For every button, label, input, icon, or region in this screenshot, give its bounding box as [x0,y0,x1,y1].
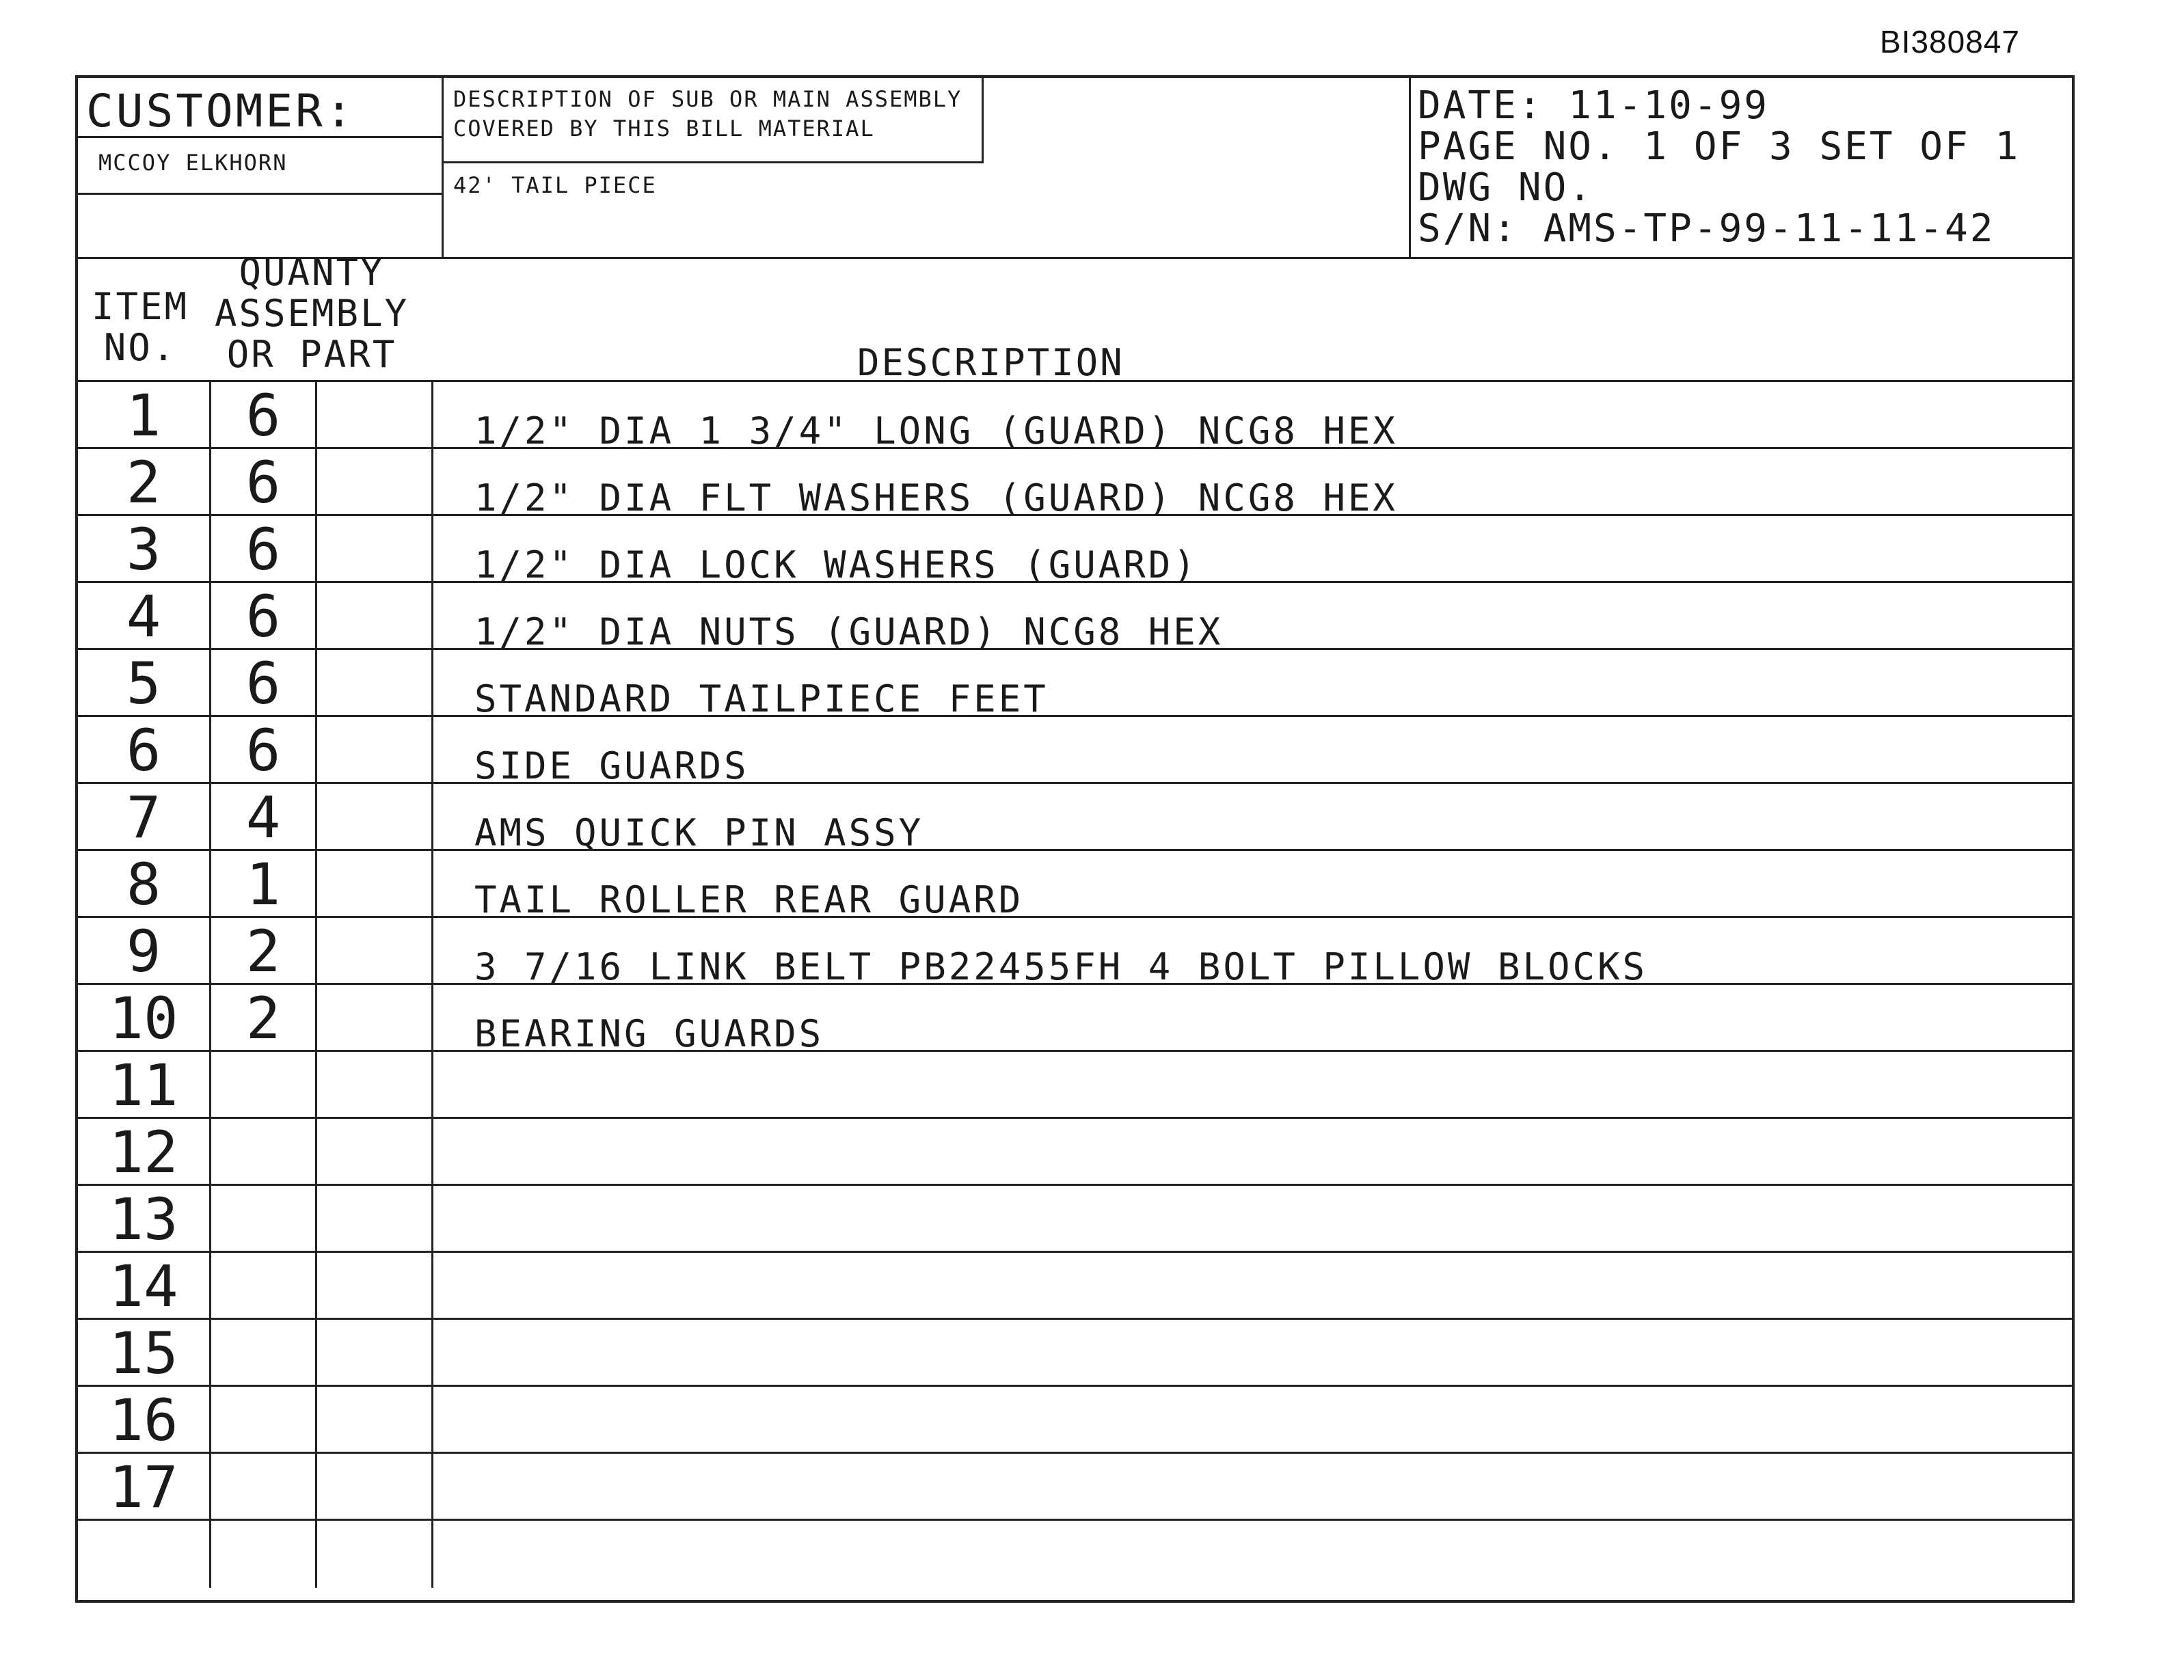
blank-cell [317,382,433,447]
customer-name: MCCOY ELKHORN [98,150,288,176]
item-number-cell: 5 [78,650,211,715]
description-cell: 1/2" DIA LOCK WASHERS (GUARD) [474,543,1198,586]
table-row [78,449,2072,519]
item-number-cell: 1 [78,382,211,447]
customer-label: CUSTOMER: [86,85,355,137]
description-cell: SIDE GUARDS [474,744,749,787]
blank-cell [317,449,433,514]
item-number-cell: 7 [78,784,211,849]
blank-cell [317,1253,433,1318]
table-row [78,516,2072,586]
item-number-cell: 10 [78,985,211,1050]
sheet-header [78,78,2072,259]
table-row [78,851,2072,921]
quantity-cell: 6 [211,382,317,447]
date-field: DATE: 11-10-99 [1418,83,1770,128]
table-row [78,1387,2072,1454]
item-column-header [92,286,189,368]
description-cell: TAIL ROLLER REAR GUARD [474,878,1024,921]
item-number-cell: 4 [78,583,211,648]
quantity-cell [211,1119,317,1184]
assembly-heading-line1: DESCRIPTION OF SUB OR MAIN ASSEMBLY [453,86,962,112]
blank-cell [317,1052,433,1117]
quantity-cell: 6 [211,516,317,581]
blank-cell [317,516,433,581]
item-number-cell: 11 [78,1052,211,1117]
table-row [78,1052,2072,1119]
blank-cell [317,1119,433,1184]
customer-box [78,78,444,259]
bill-of-material-sheet [75,75,2075,1603]
item-number-cell: 15 [78,1320,211,1385]
blank-cell [317,583,433,648]
table-row [78,1521,2072,1588]
blank-cell [317,1186,433,1251]
quantity-cell: 4 [211,784,317,849]
item-number-cell: 14 [78,1253,211,1318]
quantity-cell: 2 [211,985,317,1050]
item-number-cell: 6 [78,717,211,782]
quantity-cell [211,1052,317,1117]
assembly-heading-box [444,78,984,163]
blank-cell [317,851,433,916]
description-cell: 1/2" DIA 1 3/4" LONG (GUARD) NCG8 HEX [474,409,1398,452]
divider [78,136,442,138]
item-header-line1: ITEM [92,285,189,328]
description-cell: 1/2" DIA FLT WASHERS (GUARD) NCG8 HEX [474,476,1398,519]
quantity-cell [211,1253,317,1318]
description-cell: 3 7/16 LINK BELT PB22455FH 4 BOLT PILLOW BLOCKS [474,945,1648,988]
quantity-cell [211,1521,317,1588]
table-row [78,1320,2072,1387]
page-number-field: PAGE NO. 1 OF 3 SET OF 1 [1418,124,2021,169]
table-row [78,1186,2072,1253]
table-row [78,985,2072,1055]
item-header-line2: NO. [103,326,177,369]
item-number-cell: 12 [78,1119,211,1184]
quantity-cell: 6 [211,449,317,514]
description-cell: BEARING GUARDS [474,1012,824,1055]
document-id: BI380847 [1880,24,2020,59]
assembly-value: 42' TAIL PIECE [453,172,657,198]
description-column-header: DESCRIPTION [857,341,1124,384]
quantity-cell [211,1186,317,1251]
quantity-cell [211,1387,317,1452]
item-number-cell: 8 [78,851,211,916]
item-number-cell: 3 [78,516,211,581]
table-row [78,1454,2072,1521]
item-number-cell: 16 [78,1387,211,1452]
table-row [78,650,2072,720]
table-row [78,784,2072,854]
quantity-cell [211,1320,317,1385]
table-row [78,1253,2072,1320]
blank-cell [317,1521,433,1588]
table-row [78,382,2072,452]
item-number-cell: 13 [78,1186,211,1251]
qty-header-line3: OR PART [226,333,397,376]
table-row [78,1119,2072,1186]
drawing-number-field: DWG NO. [1418,165,1594,210]
item-number-cell: 2 [78,449,211,514]
item-number-cell: 17 [78,1454,211,1519]
item-number-cell: 9 [78,918,211,983]
quantity-cell [211,1454,317,1519]
table-row [78,717,2072,787]
assembly-box [444,78,1411,259]
quantity-cell: 2 [211,918,317,983]
blank-cell [317,1387,433,1452]
blank-cell [317,650,433,715]
description-cell: AMS QUICK PIN ASSY [474,811,924,854]
quantity-cell: 1 [211,851,317,916]
blank-cell [317,717,433,782]
quantity-column-header [215,252,409,375]
blank-cell [317,918,433,983]
description-cell: STANDARD TAILPIECE FEET [474,677,1049,720]
qty-header-line1: QUANTY [239,251,385,294]
quantity-cell: 6 [211,650,317,715]
table-row [78,918,2072,988]
quantity-cell: 6 [211,717,317,782]
assembly-heading-line2: COVERED BY THIS BILL MATERIAL [453,116,875,141]
blank-cell [317,985,433,1050]
blank-cell [317,784,433,849]
item-number-cell [78,1521,211,1588]
qty-header-line2: ASSEMBLY [215,292,409,335]
blank-cell [317,1320,433,1385]
table-row [78,583,2072,653]
column-headers [78,251,2072,384]
drawing-info-box [1411,78,2072,259]
description-cell: 1/2" DIA NUTS (GUARD) NCG8 HEX [474,610,1224,653]
divider [78,193,442,195]
blank-cell [317,1454,433,1519]
quantity-cell: 6 [211,583,317,648]
serial-number-field: S/N: AMS-TP-99-11-11-42 [1418,206,1995,251]
